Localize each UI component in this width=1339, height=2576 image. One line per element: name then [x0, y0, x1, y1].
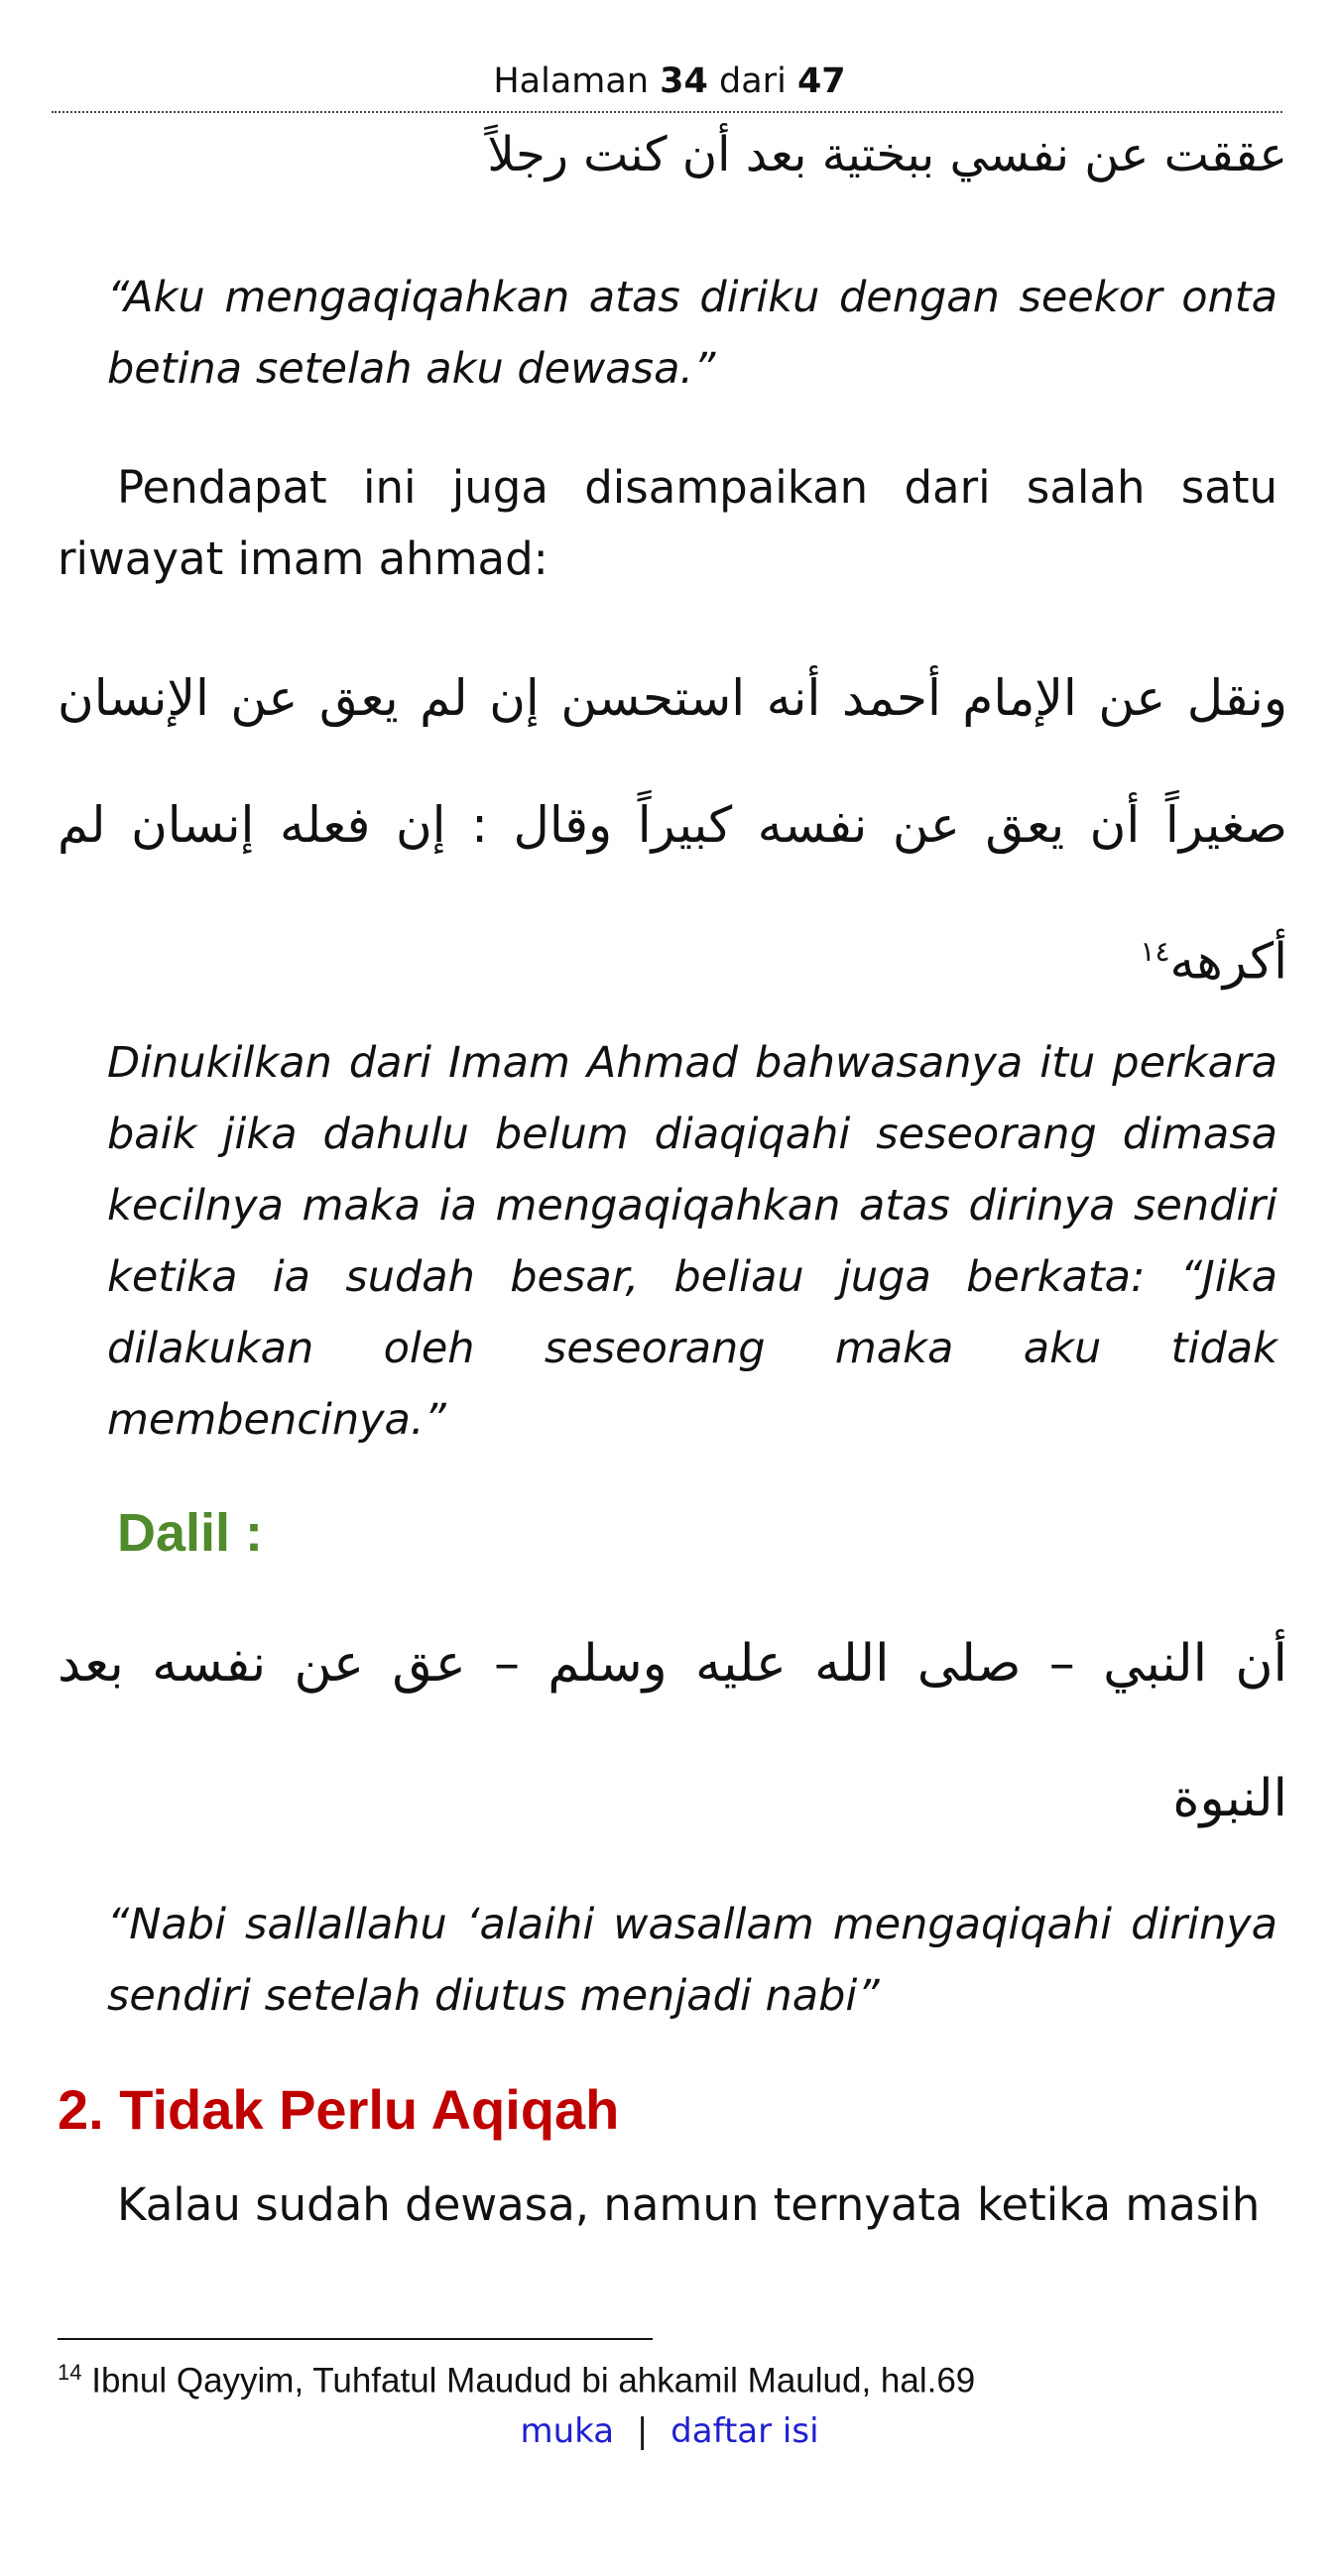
- arabic-text-2: [58, 635, 1287, 1025]
- quote-3: “Nabi sallallahu ‘alaihi wasallam mengaqiqahi dirinya sendiri setelah diutus menjadi nabi”: [107, 1900, 1278, 2021]
- heading-tidak-perlu-aqiqah: 2. Tidak Perlu Aqiqah: [58, 2078, 620, 2141]
- footer-navigation: [0, 2411, 1339, 2451]
- footer-separator: |: [636, 2411, 649, 2451]
- header-divider: [52, 111, 1282, 113]
- heading-dalil: Dalil :: [117, 1503, 264, 1563]
- page-header-middle: dari: [719, 61, 787, 101]
- current-page-number: 34: [660, 61, 708, 101]
- link-muka[interactable]: muka: [520, 2411, 615, 2451]
- page-header-prefix: Halaman: [493, 61, 650, 101]
- arabic-text-3: أن النبي – صلى الله عليه وسلم – عق عن نفسه بعد النبوة: [58, 1634, 1287, 1828]
- footnote-number: 14: [58, 2360, 82, 2385]
- footnote-14: [58, 2360, 1287, 2401]
- total-pages-number: 47: [796, 61, 846, 101]
- paragraph-2: Kalau sudah dewasa, namun ternyata ketika masih: [117, 2178, 1261, 2231]
- quote-2: Dinukilkan dari Imam Ahmad bahwasanya itu perkara baik jika dahulu belum diaqiqahi seseorang dimasa kecilnya maka ia mengaqiqahkan atas dirinya sendiri ketika ia sudah besar, beliau juga berkata: “Jika dilakukan oleh seseorang maka aku tidak membencinya.”: [107, 1038, 1278, 1445]
- paragraph-1: Pendapat ini juga disampaikan dari salah satu riwayat imam ahmad:: [58, 461, 1278, 585]
- footnote-text: Ibnul Qayyim, Tuhfatul Maudud bi ahkamil Maulud, hal.69: [91, 2361, 976, 2400]
- footnote-divider: [58, 2338, 653, 2340]
- page-header: [0, 58, 1339, 105]
- link-daftar-isi[interactable]: daftar isi: [670, 2411, 819, 2451]
- quote-1: “Aku mengaqiqahkan atas diriku dengan seekor onta betina setelah aku dewasa.”: [107, 273, 1278, 394]
- footnote-ref-14: ١٤: [1140, 935, 1170, 968]
- arabic-text-1: عققت عن نفسي ببختية بعد أن كنت رجلاً: [487, 127, 1287, 182]
- arabic-text-2-body: ونقل عن الإمام أحمد أنه استحسن إن لم يعق عن الإنسان صغيراً أن يعق عن نفسه كبيراً وقال : إن فعله إنسان لم أكرهه: [58, 669, 1287, 991]
